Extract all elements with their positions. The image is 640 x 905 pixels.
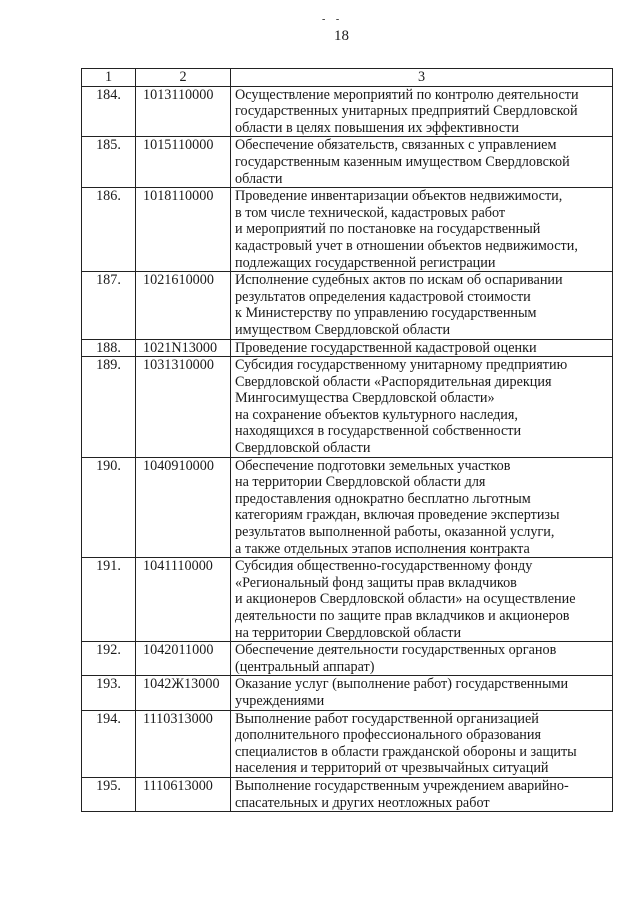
budget-code: 1018110000 (136, 188, 231, 272)
budget-code: 1021N13000 (136, 339, 231, 357)
budget-code: 1021610000 (136, 272, 231, 339)
table-row (82, 137, 613, 188)
description-line: Свердловской области (235, 440, 371, 457)
description-line: государственным казенным имуществом Свердловской (235, 153, 570, 170)
budget-code: 1015110000 (136, 137, 231, 188)
row-number: 192. (82, 642, 136, 676)
page-number: 18 (334, 28, 349, 44)
row-number: 190. (82, 457, 136, 558)
budget-code: 1031310000 (136, 357, 231, 458)
description-line: Выполнение государственным учреждением аварийно- (235, 777, 569, 794)
row-number: 185. (82, 137, 136, 188)
budget-code: 1110613000 (136, 777, 231, 811)
description-line: Свердловской области «Распорядительная дирекция (235, 373, 552, 390)
description-line: на территории Свердловской области (235, 624, 462, 641)
table-row (82, 642, 613, 676)
description-line: деятельности по защите прав вкладчиков и акционеров (235, 608, 570, 624)
description-line: подлежащих государственной регистрации (235, 254, 496, 271)
description (231, 710, 613, 777)
row-number: 186. (82, 188, 136, 272)
table-row (82, 357, 613, 458)
description-line: области (235, 170, 283, 187)
description-line: к Министерству по управлению государственным (235, 305, 537, 322)
description (231, 558, 613, 642)
row-number: 194. (82, 710, 136, 777)
description-line: области в целях повышения их эффективности (235, 119, 519, 136)
description-line: Обеспечение деятельности государственных органов (235, 642, 557, 659)
description-line: в том числе технической, кадастровых работ (235, 204, 506, 221)
description-line: (центральный аппарат) (235, 658, 375, 675)
column-header-1: 1 (82, 69, 136, 87)
row-number: 193. (82, 676, 136, 710)
description-line: Выполнение работ государственной организацией (235, 710, 539, 727)
description-line: и мероприятий по постановке на государственный (235, 221, 541, 238)
description-line: населения и территорий от чрезвычайных ситуаций (235, 760, 549, 777)
description-line: Исполнение судебных актов по искам об оспаривании (235, 272, 563, 289)
description-line: а также отдельных этапов исполнения контракта (235, 540, 530, 557)
description-line: спасательных и других неотложных работ (235, 794, 490, 811)
description (231, 777, 613, 811)
row-number: 189. (82, 357, 136, 458)
budget-code: 1013110000 (136, 86, 231, 137)
description-line: результатов выполненной работы, оказанной услуги, (235, 524, 555, 541)
table-row (82, 272, 613, 339)
row-number: 184. (82, 86, 136, 137)
description (231, 357, 613, 458)
description (231, 188, 613, 272)
description-line: предоставления однократно бесплатно льготным (235, 490, 531, 507)
description-line: дополнительного профессионального образования (235, 727, 542, 744)
description-line: Осуществление мероприятий по контролю деятельности (235, 86, 579, 103)
row-number: 191. (82, 558, 136, 642)
description-line: государственных унитарных предприятий Свердловской (235, 103, 578, 120)
budget-code: 1042011000 (136, 642, 231, 676)
table-header-row (82, 69, 613, 87)
table-row (82, 457, 613, 558)
table-row (82, 558, 613, 642)
table-row (82, 188, 613, 272)
description (231, 642, 613, 676)
description-line: Субсидия государственному унитарному предприятию (235, 357, 568, 374)
description-line: категориям граждан, включая проведение экспертизы (235, 507, 560, 524)
table-row (82, 676, 613, 710)
row-number: 195. (82, 777, 136, 811)
budget-codes-table (81, 68, 613, 812)
description-line: Оказание услуг (выполнение работ) государственными (235, 676, 569, 693)
description (231, 272, 613, 339)
table-row (82, 339, 613, 357)
description-line: имуществом Свердловской области (235, 321, 451, 338)
description-line: специалистов в области гражданской обороны и защиты (235, 743, 577, 760)
description-line: учреждениями (235, 692, 325, 709)
description-line: Проведение инвентаризации объектов недвижимости, (235, 188, 563, 205)
budget-code: 1040910000 (136, 457, 231, 558)
column-header-2: 2 (136, 69, 231, 87)
description-line: Проведение государственной кадастровой оценки (235, 339, 537, 356)
table-row (82, 777, 613, 811)
description-line: и акционеров Свердловской области» на осуществление (235, 591, 576, 608)
table-row (82, 710, 613, 777)
description (231, 676, 613, 710)
column-header-3: 3 (231, 69, 613, 87)
description-line: Субсидия общественно-государственному фонду (235, 558, 533, 575)
budget-code: 1041110000 (136, 558, 231, 642)
description-line: находящихся в государственной собственности (235, 423, 522, 440)
row-number: 187. (82, 272, 136, 339)
description-line: Обеспечение подготовки земельных участков (235, 457, 511, 474)
page-marks: - - (322, 14, 344, 25)
budget-code: 1110313000 (136, 710, 231, 777)
description (231, 86, 613, 137)
description (231, 137, 613, 188)
description (231, 457, 613, 558)
description-line: на сохранение объектов культурного наследия, (235, 406, 518, 423)
budget-code: 1042Ж13000 (136, 676, 231, 710)
description-line: на территории Свердловской области для (235, 474, 486, 491)
description-line: «Региональный фонд защиты прав вкладчиков (235, 574, 517, 591)
description-line: кадастровый учет в отношении объектов недвижимости, (235, 237, 578, 254)
description-line: Мингосимущества Свердловской области» (235, 390, 495, 407)
description (231, 339, 613, 357)
table-row (82, 86, 613, 137)
description-line: результатов определения кадастровой стоимости (235, 288, 531, 305)
description-line: Обеспечение обязательств, связанных с управлением (235, 137, 557, 154)
row-number: 188. (82, 339, 136, 357)
